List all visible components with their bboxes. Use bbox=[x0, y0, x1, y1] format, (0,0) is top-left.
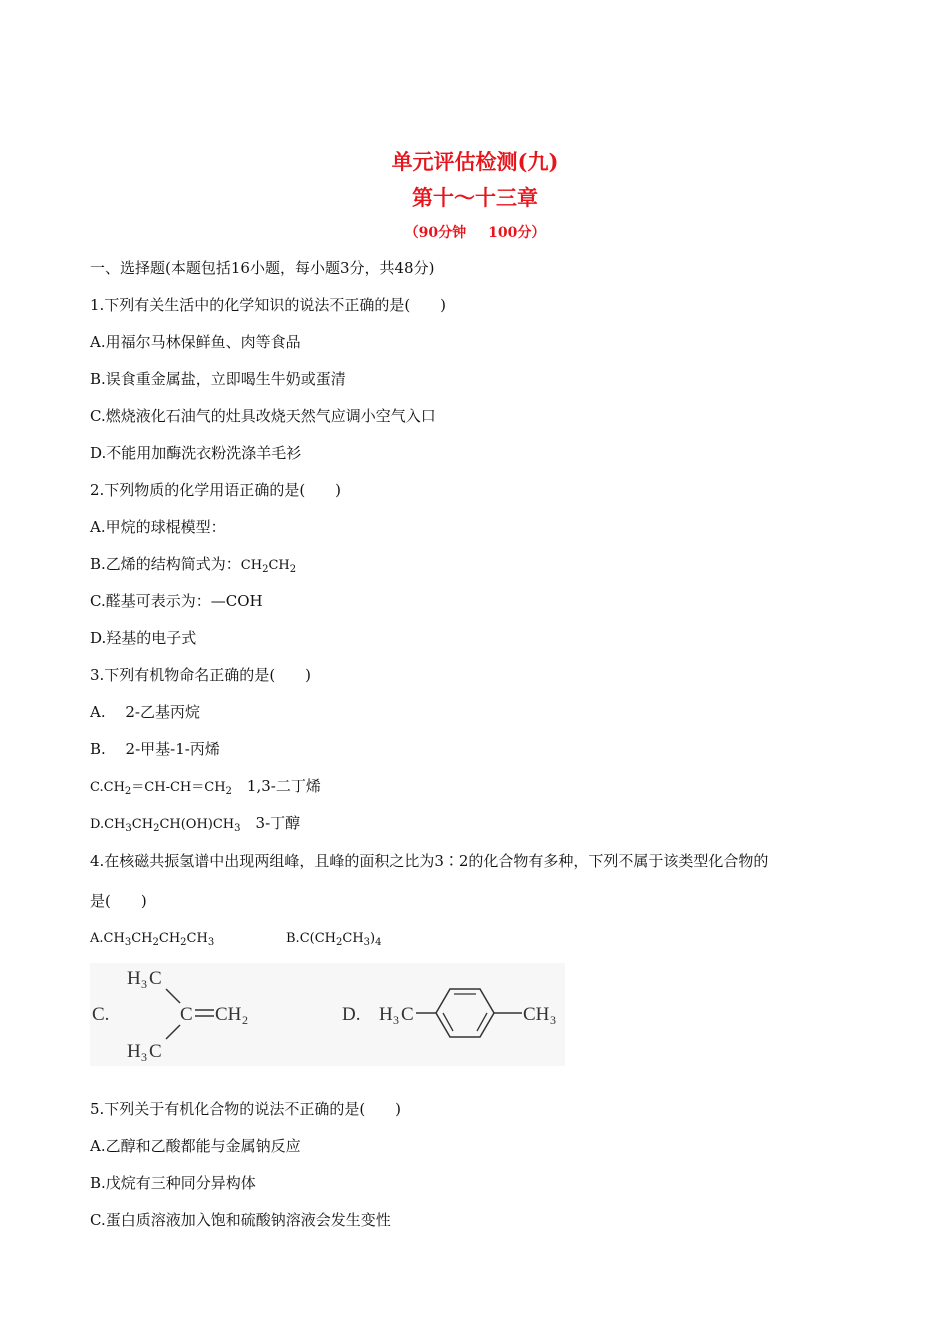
q4-option-c-label: C. bbox=[92, 1004, 110, 1025]
c-left: C bbox=[401, 1004, 414, 1025]
q2-option-b: B.乙烯的结构简式为：$CH_2CH_2$ bbox=[90, 555, 297, 575]
q1-option-c: C.燃烧液化石油气的灶具改烧天然气应调小空气入口 bbox=[90, 407, 436, 425]
c-center: C bbox=[180, 1004, 193, 1025]
c-top: C bbox=[149, 968, 162, 989]
benzene-ring bbox=[436, 989, 494, 1037]
q2-option-b-text: B.乙烯的结构简式为： bbox=[90, 555, 241, 573]
h3c-bottom: H bbox=[127, 1041, 141, 1062]
ch3-right: CH bbox=[523, 1004, 550, 1025]
q3-option-c: $C.CH_2=CH-CH=CH_2$ 1,3-二丁烯 bbox=[90, 777, 321, 797]
q5-option-a: A.乙醇和乙酸都能与金属钠反应 bbox=[90, 1137, 301, 1155]
q2-option-d: D.羟基的电子式 bbox=[90, 629, 197, 647]
section-heading: 一、选择题(本题包括16小题，每小题3分，共48分) bbox=[90, 259, 435, 277]
q1-stem: 1.下列有关生活中的化学知识的说法不正确的是( ) bbox=[90, 296, 447, 314]
exam-score: 100分 bbox=[488, 225, 532, 241]
q4-option-b: $B.C(CH_2CH_3)_4$ bbox=[286, 931, 382, 948]
q4-option-d-label: D. bbox=[342, 1004, 361, 1025]
q2-option-c: C.醛基可表示为：—COH bbox=[90, 592, 263, 610]
c-bottom: C bbox=[149, 1041, 162, 1062]
q4-stem-line1: 4.在核磁共振氢谱中出现两组峰，且峰的面积之比为3∶2的化合物有多种，下列不属于该类型化合物的 bbox=[90, 852, 769, 870]
h3c-top: H bbox=[127, 968, 141, 989]
q3-option-a: A. 2-乙基丙烷 bbox=[90, 703, 200, 721]
exam-time: 90分钟 bbox=[418, 225, 467, 241]
sub-3: 3 bbox=[141, 1050, 147, 1064]
sub-2: 2 bbox=[242, 1013, 248, 1027]
q2-stem: 2.下列物质的化学用语正确的是( ) bbox=[90, 481, 342, 499]
exam-info: （90分钟 100分） bbox=[404, 225, 546, 241]
q4-stem-line2: 是( ) bbox=[90, 892, 147, 910]
q4-option-a-label: A. bbox=[90, 931, 104, 946]
q3-option-d-name: 3-丁醇 bbox=[255, 814, 301, 832]
q3-option-d: $D.CH_3CH_2CH(OH)CH_3$ 3-丁醇 bbox=[90, 814, 301, 834]
sub-3: 3 bbox=[393, 1013, 399, 1027]
bond-bottom bbox=[166, 1025, 180, 1039]
q2-option-a: A.甲烷的球棍模型： bbox=[90, 518, 226, 536]
q4-option-a: $A.CH_3CH_2CH_2CH_3$ bbox=[90, 931, 215, 948]
page-title: 单元评估检测(九) bbox=[391, 149, 559, 174]
q3-option-b: B. 2-甲基-1-丙烯 bbox=[90, 740, 220, 758]
page-subtitle: 第十～十三章 bbox=[412, 185, 538, 210]
q1-option-a: A.用福尔马林保鲜鱼、肉等食品 bbox=[90, 333, 301, 351]
q5-option-c: C.蛋白质溶液加入饱和硫酸钠溶液会发生变性 bbox=[90, 1211, 391, 1229]
q4-option-b-label: B. bbox=[286, 931, 300, 946]
q1-option-b: B.误食重金属盐，立即喝生牛奶或蛋清 bbox=[90, 370, 346, 388]
h3c-left: H bbox=[379, 1004, 393, 1025]
bond-top bbox=[166, 989, 180, 1003]
ch2: CH bbox=[215, 1004, 242, 1025]
q3-option-c-name: 1,3-二丁烯 bbox=[246, 777, 321, 795]
q5-stem: 5.下列关于有机化合物的说法不正确的是( ) bbox=[90, 1100, 402, 1118]
q5-option-b: B.戊烷有三种同分异构体 bbox=[90, 1174, 256, 1192]
sub-3: 3 bbox=[141, 977, 147, 991]
q4-structure-figure bbox=[90, 963, 565, 1066]
q1-option-d: D.不能用加酶洗衣粉洗涤羊毛衫 bbox=[90, 444, 302, 462]
q3-stem: 3.下列有机物命名正确的是( ) bbox=[90, 666, 312, 684]
sub-3: 3 bbox=[550, 1013, 556, 1027]
